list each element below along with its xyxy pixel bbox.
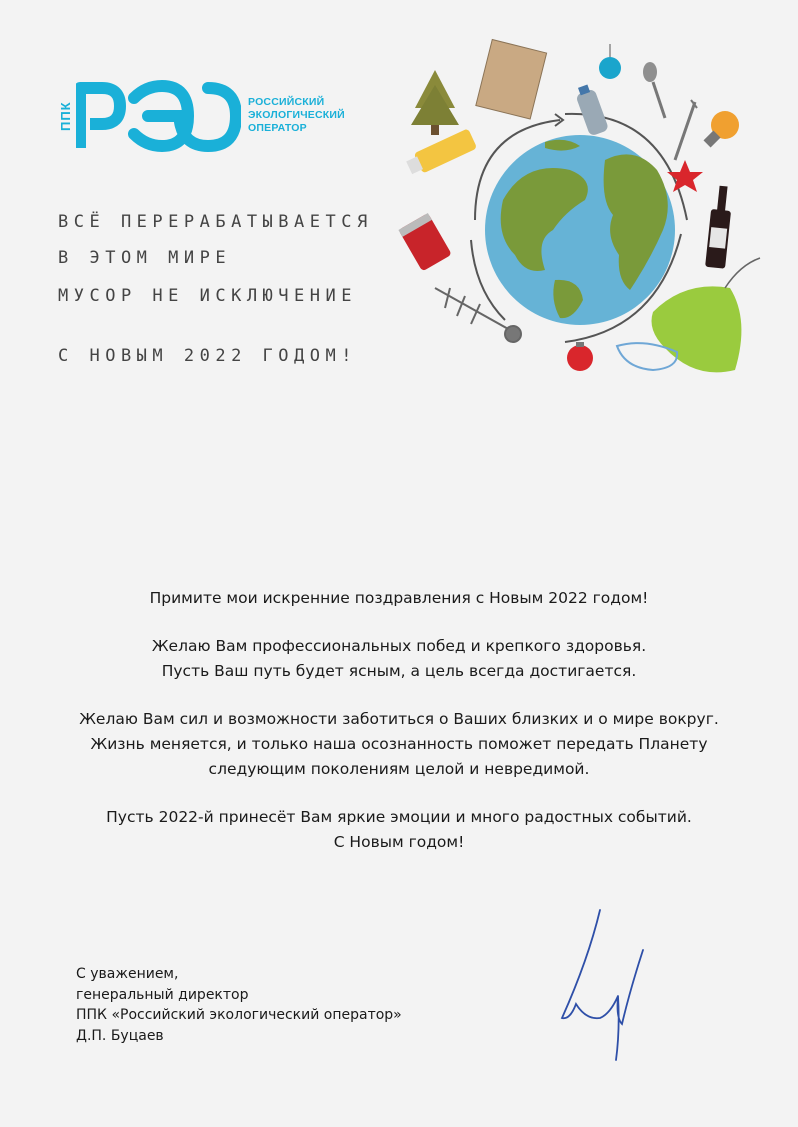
globe-icon — [485, 135, 675, 325]
logo-mark-reo — [76, 78, 241, 154]
plastic-bottle-icon — [573, 83, 609, 137]
letter-line: Пусть 2022-й принесёт Вам яркие эмоции и много радостных событий. — [106, 808, 692, 826]
sign-regards: С уважением, — [76, 966, 179, 982]
letter-paragraph-4 — [40, 805, 758, 855]
paper-bag-icon — [476, 40, 547, 120]
slogan-line-3: МУСОР НЕ ИСКЛЮЧЕНИЕ — [58, 286, 357, 306]
letter-line: Желаю Вам сил и возможности заботиться о Ваших близких и о мире вокруг. — [79, 710, 719, 728]
fork-icon — [675, 100, 697, 160]
letter-line: Пусть Ваш путь будет ясным, а цель всегда достигается. — [161, 662, 637, 680]
slogan-line-1: ВСЁ ПЕРЕРАБАТЫВАЕТСЯ — [58, 212, 373, 232]
fish-bones-icon — [435, 288, 521, 342]
company-logo — [58, 78, 378, 154]
slogan-greeting: С НОВЫМ 2022 ГОДОМ! — [58, 346, 357, 366]
recycling-globe-illustration — [395, 30, 785, 390]
letter-paragraph-3 — [40, 707, 758, 782]
slogan-line-2: В ЭТОМ МИРЕ — [58, 248, 232, 268]
letter-paragraph-2 — [40, 634, 758, 684]
letter-line: Жизнь меняется, и только наша осознанность поможет передать Планету — [90, 735, 708, 753]
logo-line-1: РОССИЙСКИЙ — [248, 96, 325, 108]
green-bag-icon — [652, 258, 761, 372]
soda-can-icon — [398, 213, 451, 272]
logo-wordmark — [248, 96, 378, 135]
letter-paragraph-1 — [40, 586, 758, 611]
letter-line: Желаю Вам профессиональных побед и крепкого здоровья. — [151, 637, 647, 655]
logo-line-2: ЭКОЛОГИЧЕСКИЙ — [248, 109, 345, 121]
sign-title: генеральный директор — [76, 986, 249, 1003]
wine-bottle-icon — [705, 185, 733, 269]
letter-line: следующим поколениям целой и невредимой. — [208, 760, 590, 778]
tree-icon — [411, 70, 459, 135]
sign-name: Д.П. Буцаев — [76, 1027, 164, 1044]
spoon-icon — [643, 62, 665, 118]
red-ornament-icon — [567, 342, 593, 371]
tube-icon — [405, 128, 478, 178]
letter-body — [40, 586, 758, 878]
ornament-icon — [599, 44, 621, 79]
letter-line: Примите мои искренние поздравления с Новым 2022 годом! — [149, 589, 649, 607]
logo-prefix: ППК — [58, 101, 73, 131]
light-bulb-icon — [704, 111, 739, 147]
handwritten-signature — [548, 900, 658, 1070]
letter-line: С Новым годом! — [333, 833, 465, 851]
signature-block — [76, 964, 496, 1046]
logo-line-3: ОПЕРАТОР — [248, 122, 307, 134]
star-icon — [667, 160, 703, 192]
sign-company: ППК «Российский экологический оператор» — [76, 1007, 402, 1023]
